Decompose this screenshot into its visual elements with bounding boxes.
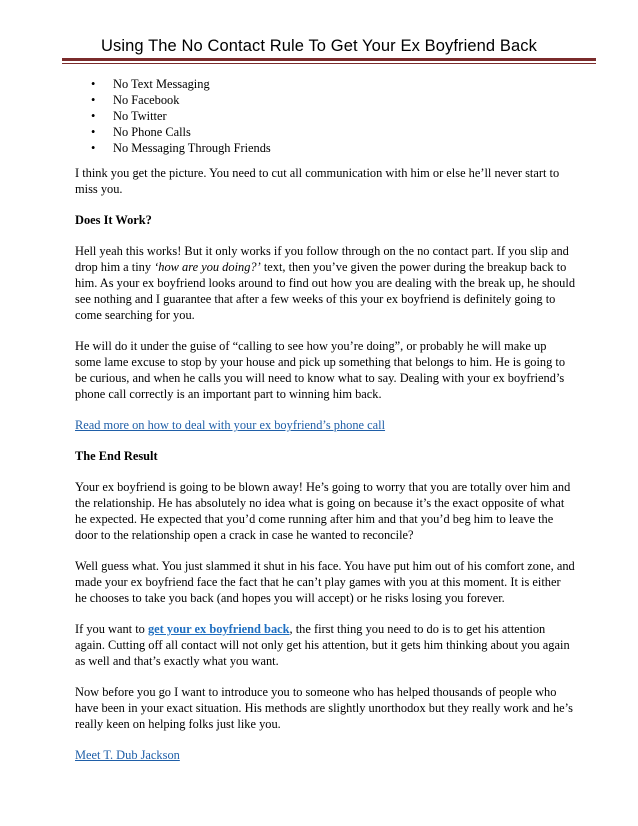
- paragraph: Now before you go I want to introduce you to someone who has helped thousands of people who have been in your exact situation. His methods are slightly unorthodox but they really work and he’s really keen on helping folks just like you.: [75, 685, 573, 731]
- intro-paragraph: I think you get the picture. You need to cut all communication with him or else he’ll never start to miss you.: [75, 166, 560, 196]
- link-paragraph: [75, 747, 575, 763]
- page-title: Using The No Contact Rule To Get Your Ex Boyfriend Back: [101, 37, 537, 55]
- bullet-icon: •: [91, 77, 96, 91]
- phone-call-link[interactable]: Read more on how to deal with your ex boyfriend’s phone call: [75, 418, 386, 432]
- paragraph: Hell yeah this works! But it only works if you follow through on the no contact part. If you slip and drop him a tiny ‘how are you doing?’ text, then you’ve given the power during the breakup back to him. As your ex boyfriend looks around to find out how you are dealing with the break up, he should see nothing and I guarantee that after a few weeks of this your ex boyfriend is definitely going to come searching for you.: [75, 244, 576, 322]
- bullet-icon: •: [91, 93, 96, 107]
- list-item: • No Phone Calls: [91, 125, 191, 139]
- title-underline-thin: [62, 63, 596, 64]
- bullet-icon: •: [91, 141, 96, 155]
- list-item: • No Twitter: [91, 109, 167, 123]
- section-heading-end-result: The End Result: [75, 449, 158, 463]
- paragraph: If you want to get your ex boyfriend back, the first thing you need to do is to get his attention again. Cutting off all contact will not only get his attention, but it gets him thinking about you again as well and that’s exactly what you want.: [75, 622, 570, 668]
- title-underline-thick: [62, 58, 596, 61]
- bullet-list: [75, 76, 575, 156]
- meet-t-dub-jackson-link[interactable]: Meet T. Dub Jackson: [75, 748, 180, 762]
- list-item: • No Messaging Through Friends: [91, 141, 271, 155]
- bullet-icon: •: [91, 125, 96, 139]
- paragraph: Your ex boyfriend is going to be blown away! He’s going to worry that you are totally over him and the relationship. He has absolutely no idea what is going on because it’s the exact opposite of what he expected. He expected that you’d come running after him and that you’d beg him to leave the door to the relationship open a crack in case he wanted to reconcile?: [75, 480, 571, 542]
- section-heading-does-it-work: Does It Work?: [75, 213, 152, 227]
- link-paragraph: [75, 417, 575, 433]
- article-body: [75, 76, 575, 778]
- paragraph: He will do it under the guise of “calling to see how you’re doing”, or probably he will make up some lame excuse to stop by your house and pick up something that belongs to him. He is going to be curious, and when he calls you will need to know what to say. Dealing with your ex boyfriend’s phone call correctly is an important part to winning him back.: [75, 339, 566, 401]
- paragraph: Well guess what. You just slammed it shut in his face. You have put him out of his comfort zone, and made your ex boyfriend face the fact that he can’t play games with you at this moment. It is either he chooses to take you back (and hopes you will accept) or he risks losing you forever.: [75, 559, 575, 605]
- list-item: • No Facebook: [91, 93, 180, 107]
- list-item: • No Text Messaging: [91, 77, 210, 91]
- get-ex-back-link[interactable]: get your ex boyfriend back: [147, 622, 290, 636]
- bullet-icon: •: [91, 109, 96, 123]
